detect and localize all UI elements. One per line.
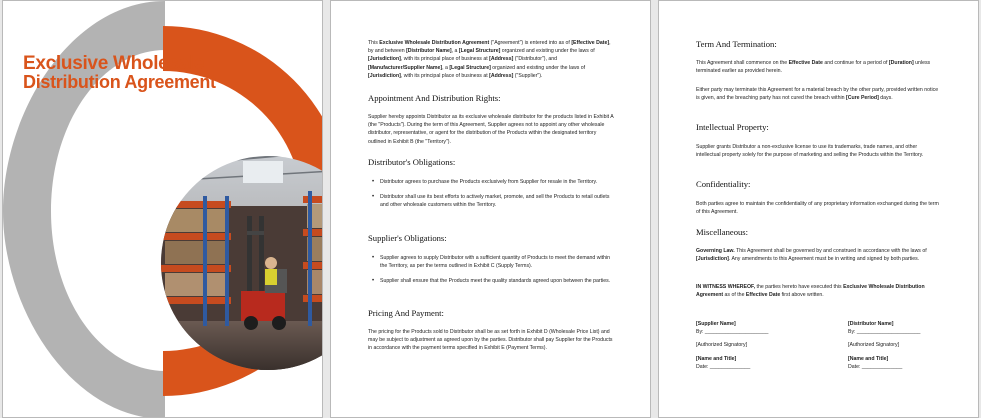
list-item: • Supplier shall ensure that the Products meet the quality standards agreed upon between the parties. xyxy=(368,277,614,285)
signature-by-line: By: ______________________ xyxy=(696,329,769,336)
heading-pricing: Pricing And Payment: xyxy=(368,308,444,318)
heading-appointment: Appointment And Distribution Rights: xyxy=(368,93,501,103)
heading-term: Term And Termination: xyxy=(696,39,777,49)
agreement-page-2 xyxy=(330,0,651,418)
signature-block-supplier xyxy=(696,320,768,371)
signature-date-line: Date: ______________ xyxy=(848,363,903,370)
ip-paragraph: Supplier grants Distributor a non-exclusive license to use its trademarks, trade names, and other intellectual property solely for the purpose of marketing and selling the Products within the Territory. xyxy=(696,144,924,159)
cover-title-line2: Distribution Agreement xyxy=(23,72,216,92)
list-item: • Distributor agrees to purchase the Products exclusively from Supplier for resale in the Territory. xyxy=(368,178,614,186)
signature-authorized: [Authorized Signatory] xyxy=(696,342,748,349)
signature-name-title: [Name and Title] xyxy=(848,355,889,362)
heading-miscellaneous: Miscellaneous: xyxy=(696,227,749,237)
term-paragraph-1: This Agreement shall commence on the Effective Date and continue for a period of [Duration] unless terminated earlier as provided herein. xyxy=(696,60,931,75)
signature-party-name: [Supplier Name] xyxy=(696,321,736,327)
signature-authorized: [Authorized Signatory] xyxy=(848,342,900,349)
heading-intellectual-property: Intellectual Property: xyxy=(696,122,769,132)
misc-paragraph: Governing Law. This Agreement shall be governed by and construed in accordance with the laws of [Jurisdiction]. Any amendments to this Agreement must be in writing and signed by both parties. xyxy=(696,248,927,263)
cover-page xyxy=(2,0,323,418)
cover-title xyxy=(23,54,216,92)
signature-block-distributor xyxy=(848,320,920,371)
signature-party-name: [Distributor Name] xyxy=(848,321,894,327)
confidentiality-paragraph: Both parties agree to maintain the confidentiality of any proprietary information exchanged during the term of this Agreement. xyxy=(696,201,939,216)
heading-distributor-obligations: Distributor's Obligations: xyxy=(368,157,456,167)
heading-confidentiality: Confidentiality: xyxy=(696,179,751,189)
distributor-obligations-list xyxy=(368,178,614,210)
signature-name-title: [Name and Title] xyxy=(696,355,737,362)
intro-paragraph: This Exclusive Wholesale Distribution Agreement ("Agreement") is entered into as of [Effective Date], by and between [Distributor Name], a [Legal Structure] organized and existing under the laws of [Jurisdiction], with its principal place of business at [Address] ("Distributor"), and [Manufacturer/Supplier Name], a [Legal Structure] organized and existing under the laws of [Jurisdiction], with its principal place of business at [Address] ("Supplier"). xyxy=(368,40,611,79)
agreement-page-3 xyxy=(658,0,979,418)
heading-supplier-obligations: Supplier's Obligations: xyxy=(368,233,447,243)
list-item: • Distributor shall use its best efforts to actively market, promote, and sell the Products to retail outlets and other wholesale customers within the Territory. xyxy=(368,193,614,209)
signature-by-line: By: ______________________ xyxy=(848,329,921,336)
cover-title-line1: Exclusive Wholesale xyxy=(23,53,205,74)
list-item: • Supplier agrees to supply Distributor with a sufficient quantity of Products to meet the demand within the Territory, as per the terms outlined in Exhibit C (Supply Terms). xyxy=(368,254,614,270)
appointment-paragraph: Supplier hereby appoints Distributor as its exclusive wholesale distributor for the products listed in Exhibit A (the "Products"). During the term of this Agreement, Supplier agrees not to appoint any other wholesale distributor, representative, or agent for the distribution of the Products within the designated territory outlined in Exhibit B (the "Territory"). xyxy=(368,114,614,145)
witness-paragraph: IN WITNESS WHEREOF, the parties hereto have executed this Exclusive Wholesale Distribution Agreement as of the Effective Date first above written. xyxy=(696,284,925,299)
signature-date-line: Date: ______________ xyxy=(696,363,751,370)
term-paragraph-2: Either party may terminate this Agreement for a material breach by the other party, provided written notice is given, and the breaching party has not cured the breach within [Cure Period] days. xyxy=(696,87,939,102)
pricing-paragraph: The pricing for the Products sold to Distributor shall be as set forth in Exhibit D (Wholesale Price List) and may be subject to adjustment as agreed upon by the parties. Distributor shall pay Supplier for the Products in accordance with the payment terms specified in Exhibit E (Payment Terms). xyxy=(368,329,613,352)
supplier-obligations-list xyxy=(368,254,614,286)
